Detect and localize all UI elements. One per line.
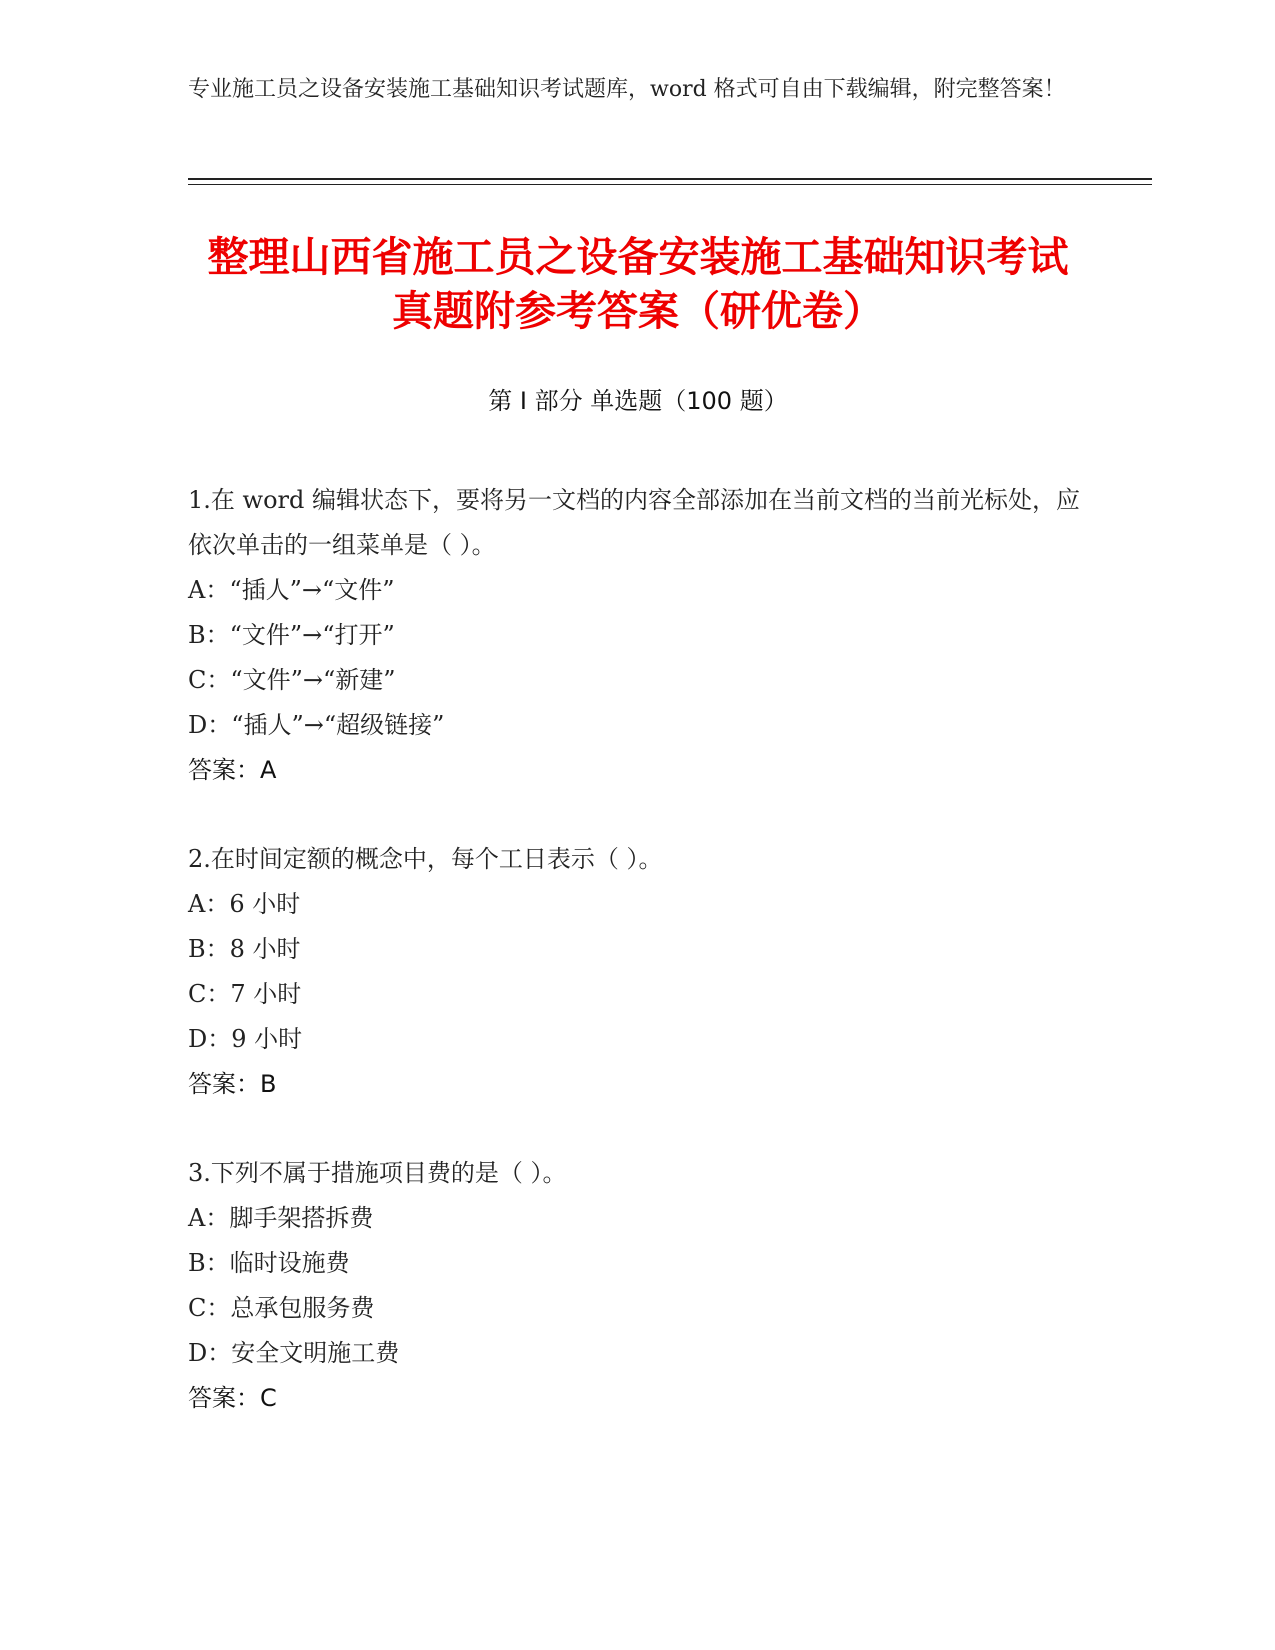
question-list bbox=[188, 478, 1088, 1465]
option-c: C：“文件”→“新建” bbox=[188, 666, 396, 694]
question-item bbox=[188, 837, 1088, 1107]
question-text: 2.在时间定额的概念中，每个工日表示（ ）。 bbox=[188, 845, 663, 873]
option-d: D：“插人”→“超级链接” bbox=[188, 711, 445, 739]
option-c: C：7 小时 bbox=[188, 980, 302, 1008]
option-b: B：“文件”→“打开” bbox=[188, 621, 395, 649]
question-text: 3.下列不属于措施项目费的是（ ）。 bbox=[188, 1159, 567, 1187]
option-d: D：安全文明施工费 bbox=[188, 1339, 400, 1367]
question-item bbox=[188, 478, 1088, 793]
option-a: A：脚手架搭拆费 bbox=[188, 1204, 374, 1232]
header-note: 专业施工员之设备安装施工基础知识考试题库，word 格式可自由下载编辑，附完整答案！ bbox=[188, 77, 1066, 102]
header-divider-thin bbox=[188, 184, 1152, 185]
option-c: C：总承包服务费 bbox=[188, 1294, 375, 1322]
option-b: B：临时设施费 bbox=[188, 1249, 350, 1277]
document-title: 整理山西省施工员之设备安装施工基础知识考试真题附参考答案（研优卷） bbox=[207, 233, 1069, 335]
answer-line: 答案：C bbox=[188, 1384, 277, 1412]
option-b: B：8 小时 bbox=[188, 935, 301, 963]
question-text: 1.在 word 编辑状态下，要将另一文档的内容全部添加在当前文档的当前光标处，应依次单击的一组菜单是（ ）。 bbox=[188, 486, 1080, 559]
option-d: D：9 小时 bbox=[188, 1025, 303, 1053]
question-item bbox=[188, 1151, 1088, 1421]
answer-line: 答案：B bbox=[188, 1070, 277, 1098]
option-a: A：“插人”→“文件” bbox=[188, 576, 395, 604]
header-divider-thick bbox=[188, 178, 1152, 180]
section-title: 第 I 部分 单选题（100 题） bbox=[488, 387, 788, 415]
option-a: A：6 小时 bbox=[188, 890, 301, 918]
answer-line: 答案：A bbox=[188, 756, 277, 784]
